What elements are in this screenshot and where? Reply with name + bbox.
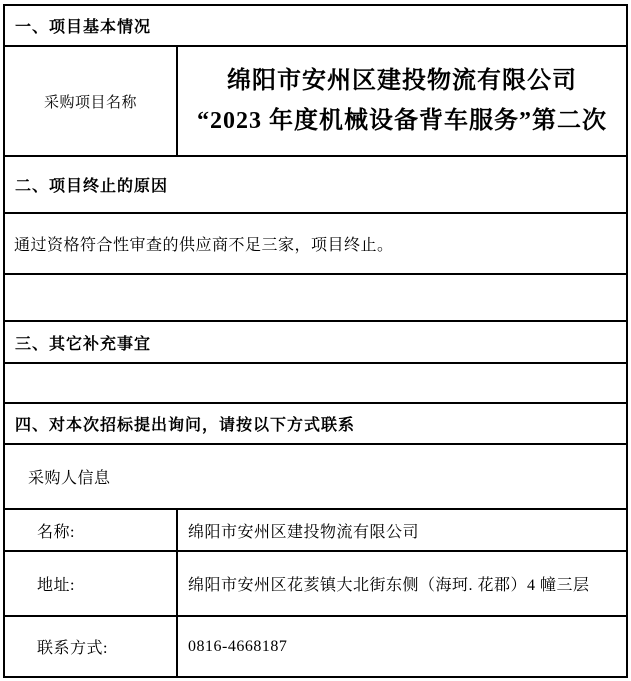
section-2-heading-row (5, 155, 626, 212)
purchaser-address-value: 绵阳市安州区花荄镇大北街东侧（海珂. 花郡）4 幢三层 (188, 577, 590, 594)
purchaser-info-title: 采购人信息 (28, 470, 111, 487)
purchaser-name-row (5, 508, 626, 550)
purchaser-contact-value: 0816-4668187 (188, 637, 288, 655)
section-2-heading: 二、项目终止的原因 (15, 178, 169, 195)
empty-cell (5, 275, 626, 320)
section-3-heading-row (5, 320, 626, 362)
section-1-heading-row (5, 6, 626, 45)
project-name-line-1: 绵阳市安州区建投物流有限公司 (227, 68, 577, 94)
empty-cell (5, 364, 626, 402)
section-1-heading: 一、项目基本情况 (15, 19, 152, 36)
project-name-row (5, 45, 626, 155)
empty-row-2 (5, 362, 626, 402)
purchaser-contact-row (5, 615, 626, 676)
purchaser-name-label: 名称: (5, 510, 178, 550)
purchaser-address-label: 地址: (5, 552, 178, 615)
termination-reason-row (5, 212, 626, 273)
purchaser-address-row (5, 550, 626, 615)
section-4-heading-row (5, 402, 626, 443)
termination-reason-text: 通过资格符合性审查的供应商不足三家，项目终止。 (14, 237, 394, 254)
purchaser-name-value: 绵阳市安州区建投物流有限公司 (188, 523, 420, 541)
empty-row-1 (5, 273, 626, 320)
purchaser-info-title-row (5, 443, 626, 508)
project-name-label: 采购项目名称 (5, 47, 178, 155)
project-termination-notice-table (3, 4, 628, 678)
project-name-line-2: “2023 年度机械设备背车服务”第二次 (197, 108, 607, 134)
purchaser-contact-label: 联系方式: (5, 617, 178, 676)
section-3-heading: 三、其它补充事宜 (15, 335, 152, 353)
project-name-value (178, 47, 626, 155)
section-4-heading: 四、对本次招标提出询问，请按以下方式联系 (15, 417, 356, 434)
